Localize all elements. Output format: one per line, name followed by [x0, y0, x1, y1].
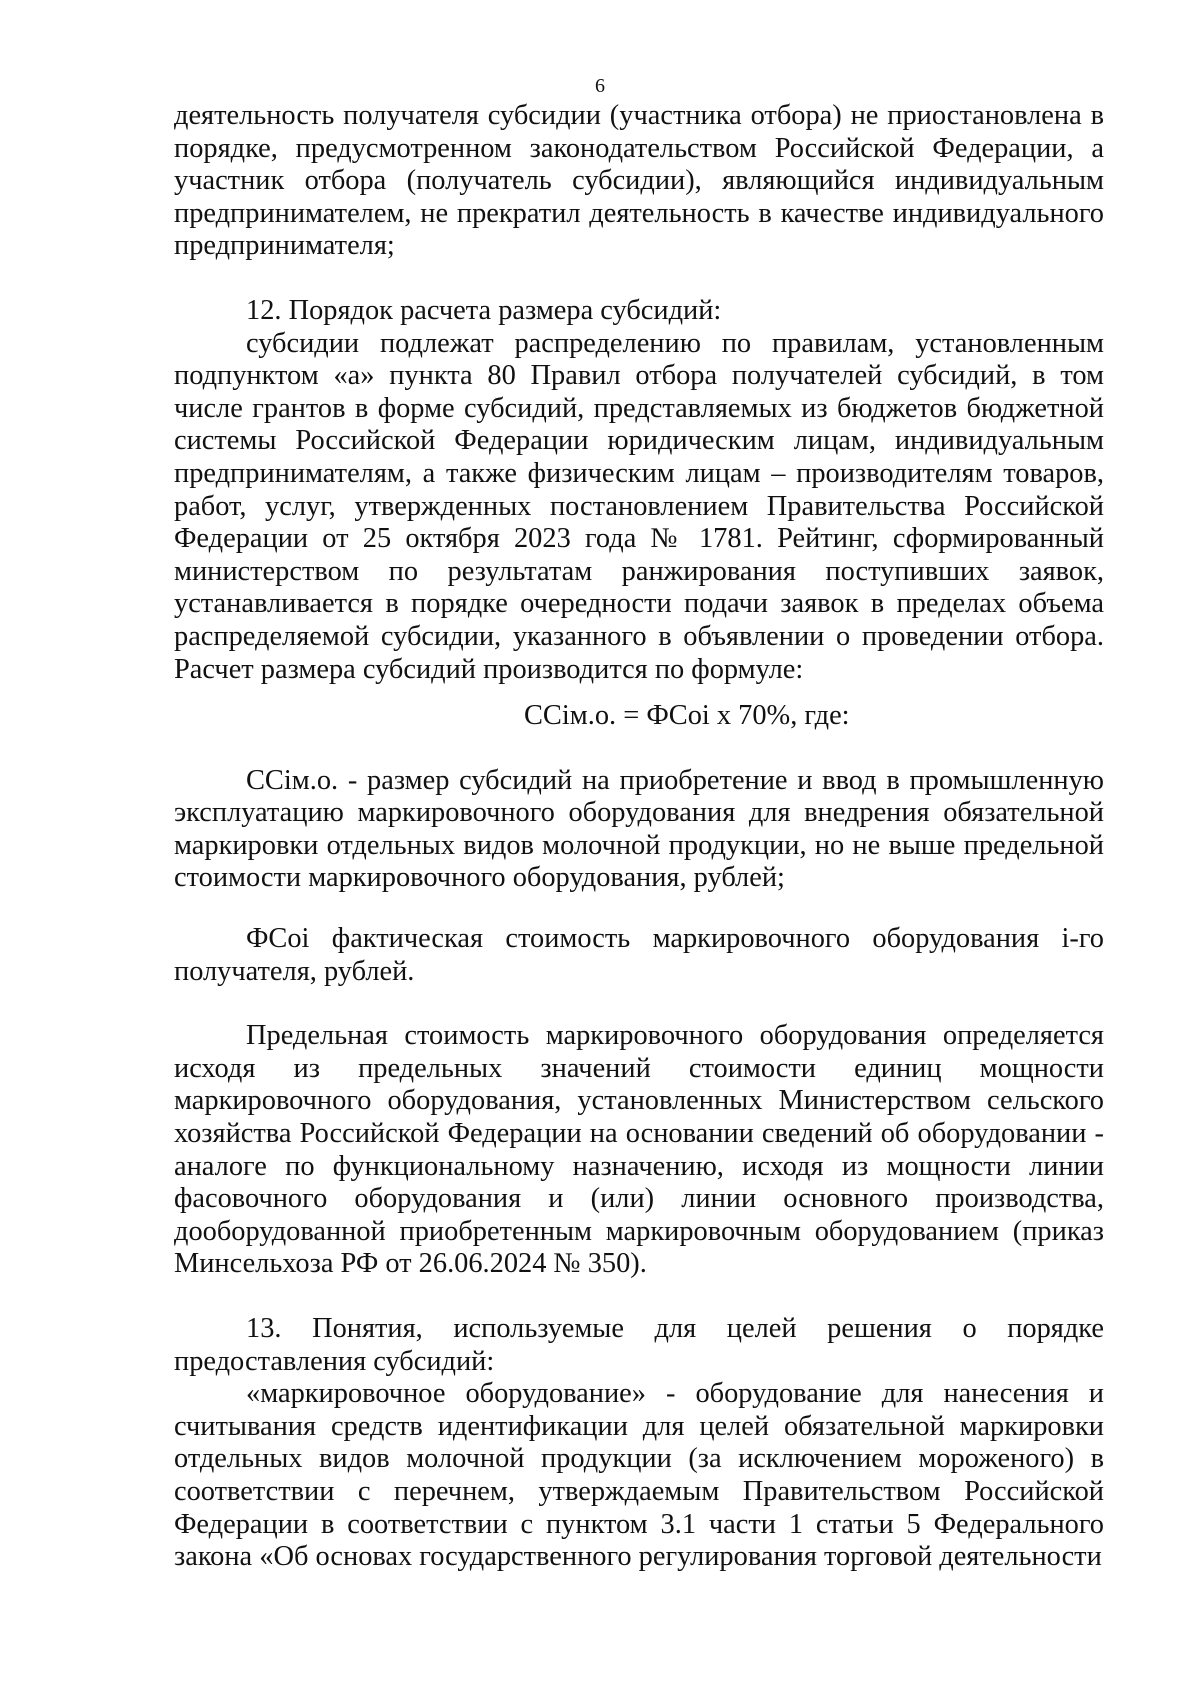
- paragraph-formula-fsoi: ФСoi фактическая стоимость маркировочного оборудования i-го получателя, рублей.: [174, 923, 1104, 987]
- paragraph-formula-ccimo: CCiм.о. - размер субсидий на приобретение и ввод в промышленную эксплуатацию маркировочного оборудования для внедрения обязательной маркировки отдельных видов молочной продукции, но не выше предельной стоимости маркировочного оборудования, рублей;: [174, 764, 1104, 894]
- document-body: [174, 100, 1104, 1574]
- subsidy-formula: CCiм.о. = ФСoi х 70%, где:: [524, 700, 850, 732]
- paragraph-distribution-rules: субсидии подлежат распределению по правилам, установленным подпунктом «а» пункта 80 Правил отбора получателей субсидий, в том числе грантов в форме субсидий, представляемых из бюджетов бюджетной системы Российской Федерации юридическим лицам, индивидуальным предпринимателям, а также физическим лицам – производителям товаров, работ, услуг, утвержденных постановлением Правительства Российской Федерации от 25 октября 2023 года № 1781. Рейтинг, сформированный министерством по результатам ранжирования поступивших заявок, устанавливается в порядке очередности подачи заявок в пределах объема распределяемой субсидии, указанного в объявлении о проведении отбора. Расчет размера субсидий производится по формуле:: [174, 327, 1104, 685]
- paragraph-eligibility-end: деятельность получателя субсидии (участника отбора) не приостановлена в порядке, предусмотренном законодательством Российской Федерации, а участник отбора (получатель субсидии), являющийся индивидуальным предпринимателем, не прекратил деятельность в качестве индивидуального предпринимателя;: [174, 100, 1104, 262]
- section-13-heading: 13. Понятия, используемые для целей решения о порядке предоставления субсидий:: [174, 1313, 1104, 1377]
- paragraph-max-cost: Предельная стоимость маркировочного оборудования определяется исходя из предельных значений стоимости единиц мощности маркировочного оборудования, установленных Министерством сельского хозяйства Российской Федерации на основании сведений об оборудовании - аналоге по функциональному назначению, исходя из мощности линии фасовочного оборудования и (или) линии основного производства, дооборудованной приобретенным маркировочным оборудованием (приказ Минсельхоза РФ от 26.06.2024 № 350).: [174, 1020, 1104, 1280]
- paragraph-definition-equipment: «маркировочное оборудование» - оборудование для нанесения и считывания средств идентификации для целей обязательной маркировки отдельных видов молочной продукции (за исключением мороженого) в соответствии с перечнем, утверждаемым Правительством Российской Федерации в соответствии с пунктом 3.1 части 1 статьи 5 Федерального закона «Об основах государственного регулирования торговой деятельности: [174, 1378, 1104, 1573]
- section-12-heading: 12. Порядок расчета размера субсидий:: [246, 294, 722, 326]
- page-number: 6: [595, 75, 605, 97]
